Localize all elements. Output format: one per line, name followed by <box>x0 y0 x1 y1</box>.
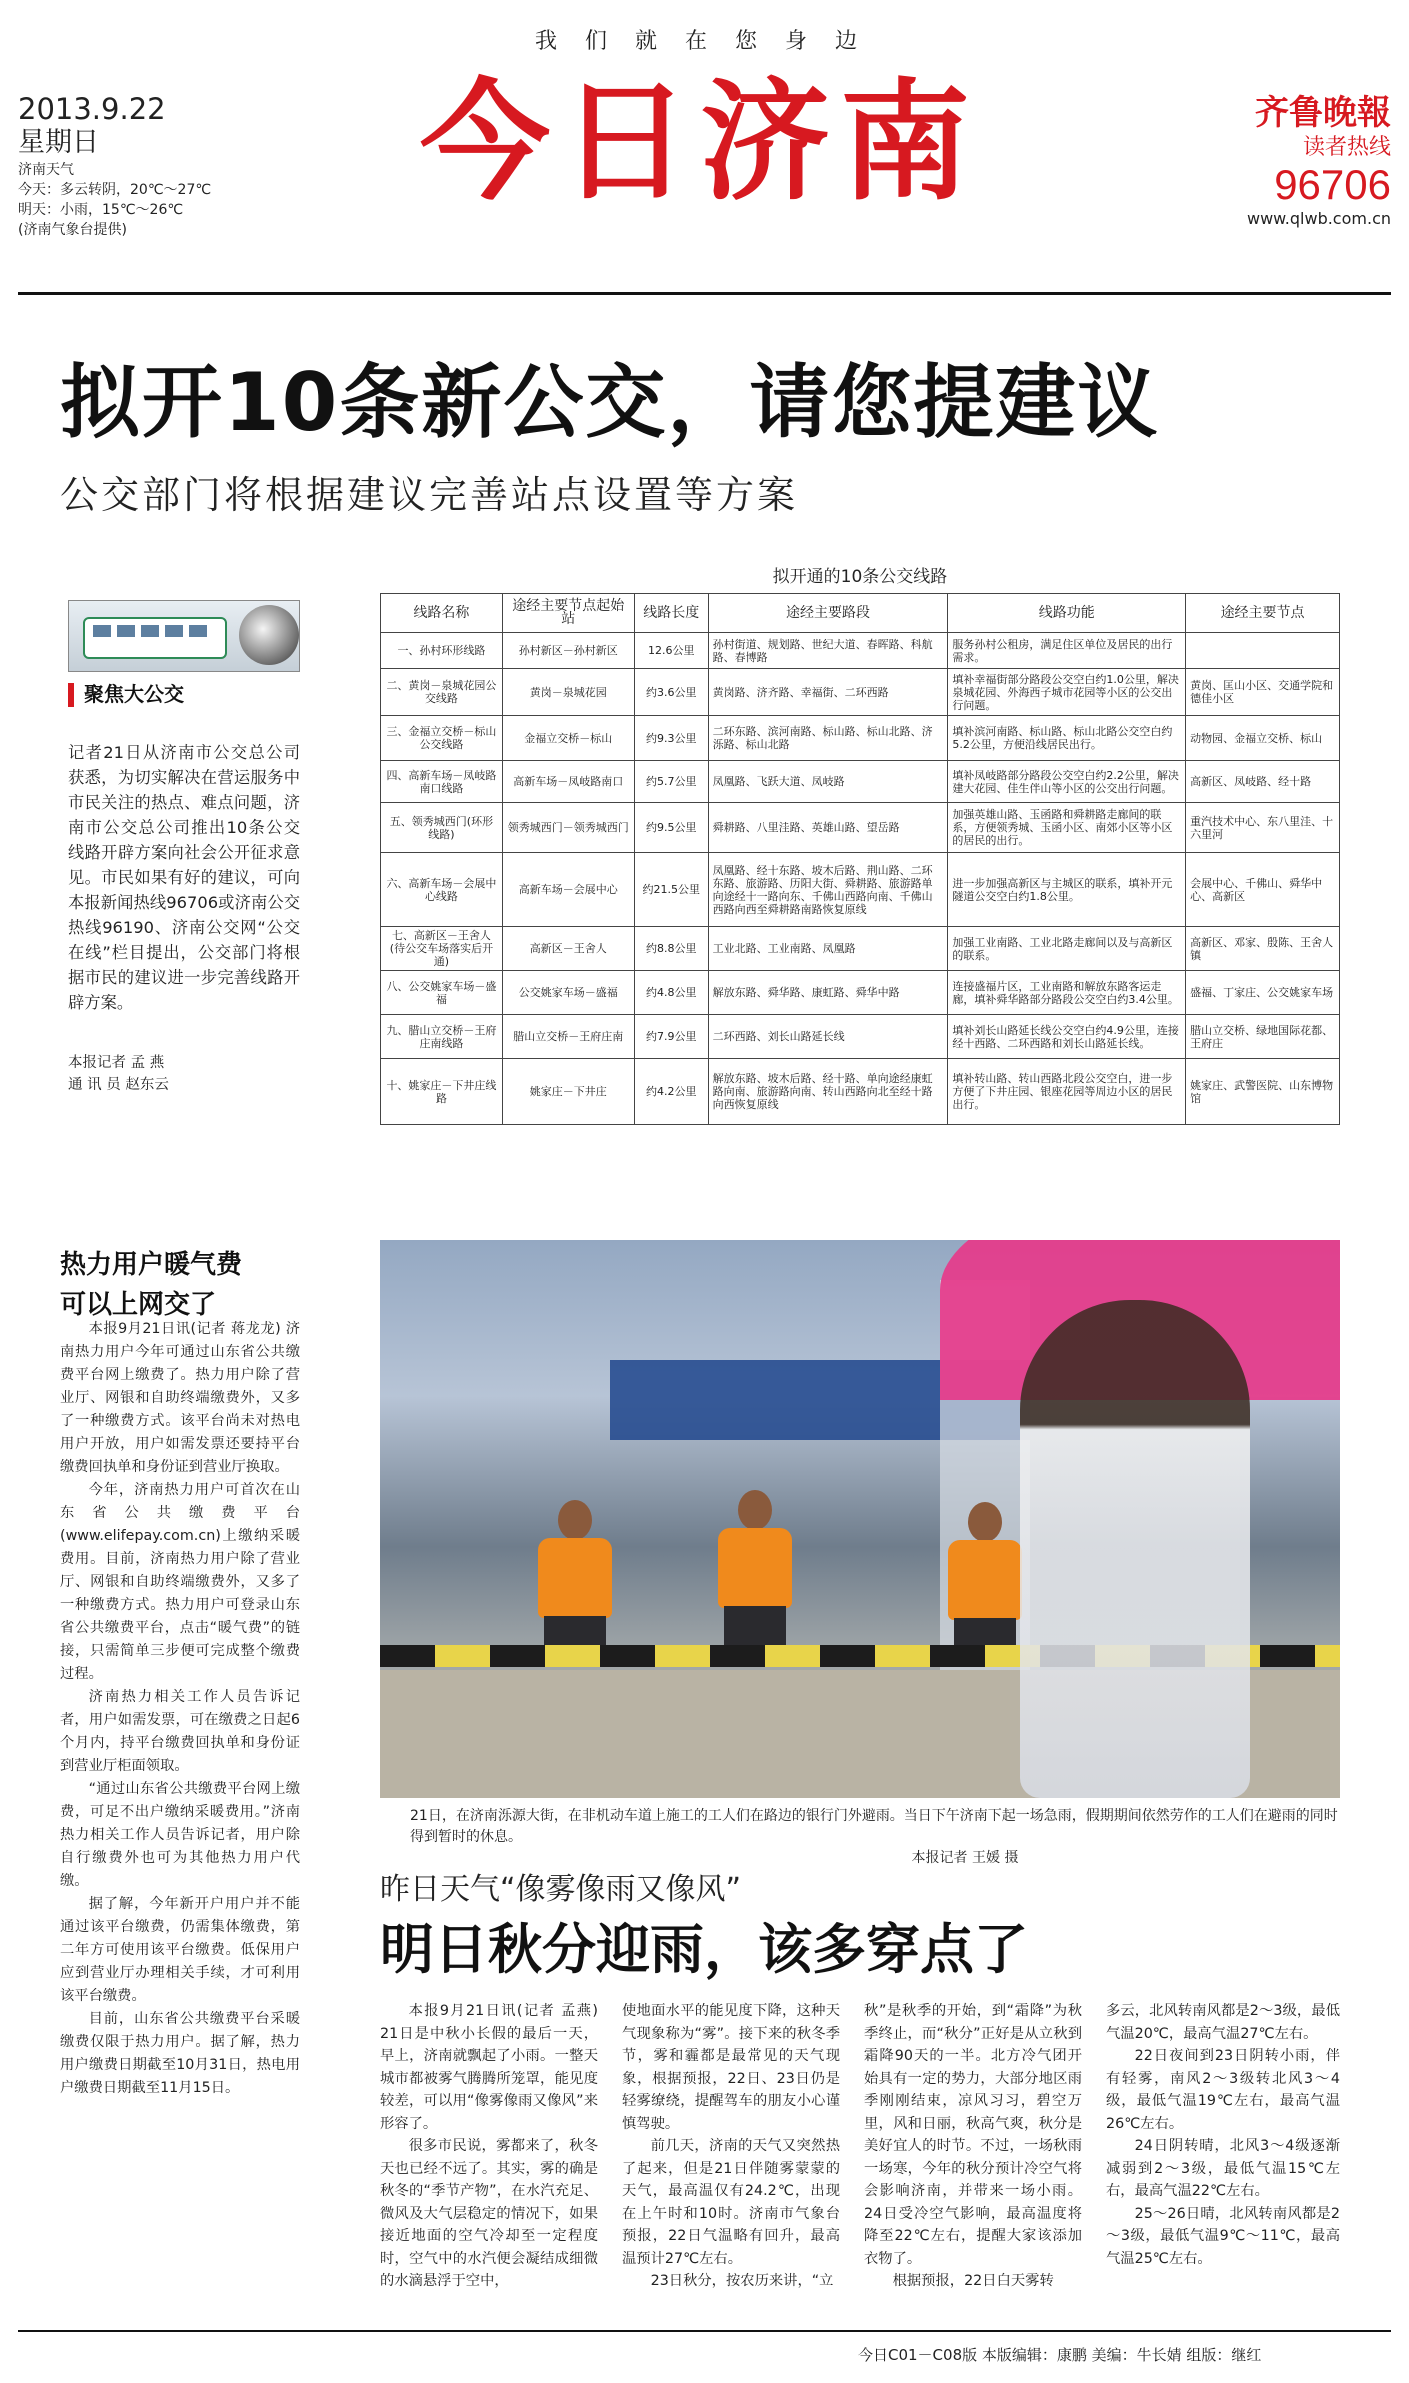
paragraph: 据了解，今年新开户用户并不能通过该平台缴费，仍需集体缴费，第二年方可使用该平台缴费。低保用户应到营业厅办理相关手续，才可利用该平台缴费。 <box>60 1896 300 2004</box>
route-table-header: 线路长度 <box>634 594 708 633</box>
table-cell: 黄岗路、济齐路、幸福街、二环西路 <box>708 669 948 716</box>
masthead-slogan: 我们就在您身边 <box>534 29 885 54</box>
paragraph: 前几天，济南的天气又突然热了起来，但是21日伴随雾蒙蒙的天气，最高温仅有24.2℃，出现在上午时和10时。济南市气象台预报，22日气温略有回升，最高温预计27℃左右。 <box>622 2138 840 2267</box>
masthead-divider <box>18 292 1391 295</box>
weather-headline: 明日秋分迎雨，该多穿点了 <box>380 1918 1028 1981</box>
brand-block <box>1241 92 1391 230</box>
weather-column-2 <box>622 2000 840 2293</box>
issue-date: 2013.9.22 <box>18 92 166 126</box>
footer-credits: 今日C01－C08版 本版编辑：康鹏 美编：牛长婧 组版：继红 <box>858 2346 1262 2364</box>
feature-label-text: 聚焦大公交 <box>84 682 184 706</box>
bus-icon <box>83 617 227 659</box>
hotline-number: 96706 <box>1274 161 1391 208</box>
table-cell: 七、高新区－王舍人(待公交车场落实后开通) <box>381 927 503 971</box>
table-row <box>381 853 1340 927</box>
paragraph: 23日秋分，按农历来讲，“立 <box>650 2273 834 2289</box>
table-cell: 约4.2公里 <box>634 1059 708 1125</box>
weather-column-1 <box>380 2000 598 2293</box>
table-row <box>381 927 1340 971</box>
paragraph: 22日夜间到23日阴转小雨，伴有轻雾，南风2～3级转北风3～4级，最低气温19℃左右，最高气温26℃左右。 <box>1106 2048 1340 2132</box>
camera-lens-icon <box>239 605 299 665</box>
table-cell: 连接盛福片区，工业南路和解放东路客运走廊，填补舜华路部分路段公交空白约3.4公里。 <box>948 971 1186 1015</box>
table-cell: 四、高新车场－凤岐路南口线路 <box>381 761 503 803</box>
page-subheadline: 公交部门将根据建议完善站点设置等方案 <box>60 473 799 517</box>
table-cell: 腊山立交桥、绿地国际花都、王府庄 <box>1186 1015 1340 1059</box>
route-table-header-row <box>381 594 1340 633</box>
table-cell: 金福立交桥－标山 <box>502 716 634 761</box>
table-cell: 黄岗、匡山小区、交通学院和德佳小区 <box>1186 669 1340 716</box>
table-cell: 五、领秀城西门(环形线路) <box>381 803 503 853</box>
worker-figure <box>710 1490 800 1650</box>
byline-reporter: 本报记者 孟 燕 <box>68 1055 165 1071</box>
worker-figure <box>940 1502 1030 1662</box>
table-cell: 高新车场－会展中心 <box>502 853 634 927</box>
table-row <box>381 669 1340 716</box>
table-cell: 二环西路、刘长山路延长线 <box>708 1015 948 1059</box>
table-cell: 凤凰路、飞跃大道、凤岐路 <box>708 761 948 803</box>
heat-headline-line: 热力用户暖气费 <box>60 1250 243 1280</box>
worker-figure <box>530 1500 620 1660</box>
route-table-header: 途经主要路段 <box>708 594 948 633</box>
hotline-label: 读者热线 <box>1302 135 1391 160</box>
route-table-title: 拟开通的10条公交线路 <box>772 567 948 587</box>
weather-title: 济南天气 <box>18 162 74 178</box>
weather-kicker: 昨日天气“像雾像雨又像风” <box>380 1872 742 1907</box>
table-cell: 加强英雄山路、玉函路和舜耕路走廊间的联系，方便领秀城、玉函小区、南郊小区等小区的居民的出行。 <box>948 803 1186 853</box>
photo-caption <box>410 1806 1340 1869</box>
table-cell: 填补凤岐路部分路段公交空白约2.2公里，解决建大花园、佳生伴山等小区的公交出行问题。 <box>948 761 1186 803</box>
table-row <box>381 803 1340 853</box>
photo-credit: 本报记者 王媛 摄 <box>911 1850 1019 1866</box>
bus-feature-image <box>68 600 300 672</box>
table-cell: 填补刘长山路延长线公交空白约4.9公里，连接经十西路、二环西路和刘长山路延长线。 <box>948 1015 1186 1059</box>
table-row <box>381 716 1340 761</box>
site-url[interactable]: www.qlwb.com.cn <box>1247 209 1391 228</box>
table-cell: 三、金福立交桥－标山公交线路 <box>381 716 503 761</box>
news-photo <box>380 1240 1340 1798</box>
route-table-header: 途经主要节点 <box>1186 594 1340 633</box>
paragraph: 今年，济南热力用户可首次在山东省公共缴费平台(www.elifepay.com.cn)上缴纳采暖费用。目前，济南热力用户除了营业厅、网银和自助终端缴费外，又多了一种缴费方式。热力用户可登录山东省公共缴费平台，点击“暖气费”的链接，只需简单三步便可完成整个缴费过程。 <box>60 1482 300 1682</box>
route-table-header: 线路名称 <box>381 594 503 633</box>
paragraph: 根据预报，22日白天雾转 <box>892 2273 1054 2289</box>
table-row <box>381 971 1340 1015</box>
table-cell: 约9.3公里 <box>634 716 708 761</box>
table-cell: 八、公交姚家车场－盛福 <box>381 971 503 1015</box>
issue-weekday: 星期日 <box>18 127 99 158</box>
table-cell: 六、高新车场－会展中心线路 <box>381 853 503 927</box>
table-cell: 12.6公里 <box>634 633 708 669</box>
route-table <box>380 593 1340 1125</box>
table-cell: 服务孙村公租房，满足住区单位及居民的出行需求。 <box>948 633 1186 669</box>
paragraph: 24日阴转晴，北风3～4级逐渐减弱到2～3级，最低气温15℃左右，最高气温22℃左右。 <box>1106 2138 1340 2199</box>
table-cell: 黄岗－泉城花园 <box>502 669 634 716</box>
weather-column-4 <box>1106 2000 1340 2270</box>
table-cell: 解放东路、坡木后路、经十路、单向途经康虹路向南、旅游路向南、转山西路向北至经十路向西恢复原线 <box>708 1059 948 1125</box>
paragraph: 多云，北风转南风都是2～3级，最低气温20℃，最高气温27℃左右。 <box>1106 2003 1340 2042</box>
route-table-header: 途经主要节点起始站 <box>502 594 634 633</box>
table-cell: 约7.9公里 <box>634 1015 708 1059</box>
table-cell: 解放东路、舜华路、康虹路、舜华中路 <box>708 971 948 1015</box>
table-cell: 十、姚家庄－下井庄线路 <box>381 1059 503 1125</box>
paragraph: “通过山东省公共缴费平台网上缴费，可足不出户缴纳采暖费用。”济南热力相关工作人员告诉记者，用户除自行缴费外也可为其他热力用户代缴。 <box>60 1781 300 1889</box>
table-cell: 约5.7公里 <box>634 761 708 803</box>
table-cell: 孙村街道、规划路、世纪大道、春晖路、科航路、春博路 <box>708 633 948 669</box>
caption-text: 21日，在济南泺源大街，在非机动车道上施工的工人们在路边的银行门外避雨。当日下午济南下起一场急雨，假期期间依然劳作的工人们在避雨的同时得到暂时的休息。 <box>410 1808 1338 1845</box>
table-cell <box>1186 633 1340 669</box>
table-cell: 舜耕路、八里洼路、英雄山路、望岳路 <box>708 803 948 853</box>
paragraph: 秋”是秋季的开始，到“霜降”为秋季终止，而“秋分”正好是从立秋到霜降90天的一半。北方冷气团开始具有一定的势力，大部分地区雨季刚刚结束，凉风习习，碧空万里，风和日丽，秋高气爽，秋分是美好宜人的时节。不过，一场秋雨一场寒，今年的秋分预计冷空气将会影响济南，并带来一场小雨。24日受冷空气影响，最高温度将降至22℃左右，提醒大家该添加衣物了。 <box>864 2003 1082 2267</box>
table-cell: 约9.5公里 <box>634 803 708 853</box>
table-cell: 高新车场－凤岐路南口 <box>502 761 634 803</box>
table-cell: 约3.6公里 <box>634 669 708 716</box>
table-cell: 九、腊山立交桥－王府庄南线路 <box>381 1015 503 1059</box>
feature-label <box>68 675 298 711</box>
feature-body: 记者21日从济南市公交总公司获悉，为切实解决在营运服务中市民关注的热点、难点问题，济南市公交总公司推出10条公交线路开辟方案向社会公开征求意见。市民如果有好的建议，可向本报新闻热线96706或济南公交热线96190、济南公交网“公交在线”栏目提出，公交部门将根据市民的建议进一步完善线路开辟方案。 <box>68 743 300 1012</box>
pedestrian-figure <box>1020 1300 1250 1798</box>
paragraph: 使地面水平的能见度下降，这种天气现象称为“雾”。接下来的秋冬季节，雾和霾都是最常见的天气现象，根据预报，22日、23日仍是轻雾缭绕，提醒驾车的朋友小心谨慎驾驶。 <box>622 2003 840 2132</box>
table-cell: 姚家庄、武警医院、山东博物馆 <box>1186 1059 1340 1125</box>
table-cell: 一、孙村环形线路 <box>381 633 503 669</box>
paragraph: 济南热力相关工作人员告诉记者，用户如需发票，可在缴费之日起6个月内，持平台缴费回执单和身份证到营业厅柜面领取。 <box>60 1689 300 1774</box>
weather-today: 今天：多云转阴，20℃～27℃ <box>18 182 212 198</box>
paragraph: 25～26日晴，北风转南风都是2～3级，最低气温9℃～11℃，最高气温25℃左右。 <box>1106 2205 1340 2267</box>
table-cell: 高新区、邓家、殷陈、王舍人镇 <box>1186 927 1340 971</box>
footer-divider <box>18 2330 1391 2332</box>
table-cell: 二环东路、滨河南路、标山路、标山北路、济泺路、标山北路 <box>708 716 948 761</box>
paragraph: 目前，山东省公共缴费平台采暖缴费仅限于热力用户。据了解，热力用户缴费日期截至10月31日，热电用户缴费日期截至11月15日。 <box>60 2011 300 2096</box>
feature-label-bar <box>68 683 74 707</box>
table-cell: 高新区－王舍人 <box>502 927 634 971</box>
table-cell: 二、黄岗－泉城花园公交线路 <box>381 669 503 716</box>
brand-logo: 齐鲁晚報 <box>1255 93 1391 133</box>
table-cell: 进一步加强高新区与主城区的联系，填补开元隧道公交空白约1.8公里。 <box>948 853 1186 927</box>
paragraph: 很多市民说，雾都来了，秋冬天也已经不远了。其实，雾的确是秋冬的“季节产物”，在水汽充足、微风及大气层稳定的情况下，如果接近地面的空气冷却至一定程度时，空气中的水汽便会凝结成细微的水滴悬浮于空中， <box>380 2138 598 2289</box>
table-cell: 填补滨河南路、标山路、标山北路公交空白约5.2公里，方便沿线居民出行。 <box>948 716 1186 761</box>
table-cell: 公交姚家车场－盛福 <box>502 971 634 1015</box>
table-cell: 加强工业南路、工业北路走廊间以及与高新区的联系。 <box>948 927 1186 971</box>
table-cell: 重汽技术中心、东八里洼、十六里河 <box>1186 803 1340 853</box>
table-cell: 工业北路、工业南路、凤凰路 <box>708 927 948 971</box>
table-cell: 会展中心、千佛山、舜华中心、高新区 <box>1186 853 1340 927</box>
table-row <box>381 761 1340 803</box>
route-table-header: 线路功能 <box>948 594 1186 633</box>
table-row <box>381 633 1340 669</box>
table-cell: 腊山立交桥－王府庄南 <box>502 1015 634 1059</box>
date-weather-block <box>18 92 348 240</box>
table-row <box>381 1015 1340 1059</box>
table-cell: 约21.5公里 <box>634 853 708 927</box>
heat-headline-line: 可以上网交了 <box>60 1290 217 1320</box>
table-cell: 填补转山路、转山西路北段公交空白，进一步方便了下井庄园、银座花园等周边小区的居民出行。 <box>948 1059 1186 1125</box>
table-cell: 凤凰路、经十东路、坡木后路、荆山路、二环东路、旅游路、历阳大街、舜耕路、旅游路单向途经十一路向东、千佛山西路向南、千佛山西路向西至舜耕路南路恢复原线 <box>708 853 948 927</box>
heat-story-body <box>60 1318 300 2100</box>
weather-column-3 <box>864 2000 1082 2293</box>
weather-tomorrow: 明天：小雨，15℃～26℃ <box>18 202 184 218</box>
table-cell: 姚家庄－下井庄 <box>502 1059 634 1125</box>
paragraph: 本报9月21日讯(记者 蒋龙龙) 济南热力用户今年可通过山东省公共缴费平台网上缴费了。热力用户除了营业厅、网银和自助终端缴费外，又多了一种缴费方式。该平台尚未对热电用户开放，用户如需发票还要持平台缴费回执单和身份证到营业厅换取。 <box>60 1321 300 1475</box>
table-cell: 盛福、丁家庄、公交姚家车场 <box>1186 971 1340 1015</box>
table-cell: 领秀城西门－领秀城西门 <box>502 803 634 853</box>
table-row <box>381 1059 1340 1125</box>
weather-source: (济南气象台提供) <box>18 222 127 238</box>
page-headline: 拟开10条新公交，请您提建议 <box>60 356 1160 449</box>
table-cell: 填补幸福街部分路段公交空白约1.0公里，解决泉城花园、外海西子城市花园等小区的公交出行问题。 <box>948 669 1186 716</box>
byline-correspondent: 通 讯 员 赵东云 <box>68 1077 169 1093</box>
table-cell: 高新区、凤岐路、经十路 <box>1186 761 1340 803</box>
heat-headline <box>60 1245 310 1325</box>
table-cell: 动物园、金福立交桥、标山 <box>1186 716 1340 761</box>
table-cell: 约8.8公里 <box>634 927 708 971</box>
masthead-title: 今日济南 <box>419 65 980 218</box>
table-cell: 孙村新区－孙村新区 <box>502 633 634 669</box>
feature-byline <box>68 1052 300 1096</box>
table-cell: 约4.8公里 <box>634 971 708 1015</box>
paragraph: 本报9月21日讯(记者 孟燕) 21日是中秋小长假的最后一天，早上，济南就飘起了小雨。一整天城市都被雾气腾腾所笼罩，能见度较差，可以用“像雾像雨又像风”来形容了。 <box>380 2003 598 2132</box>
